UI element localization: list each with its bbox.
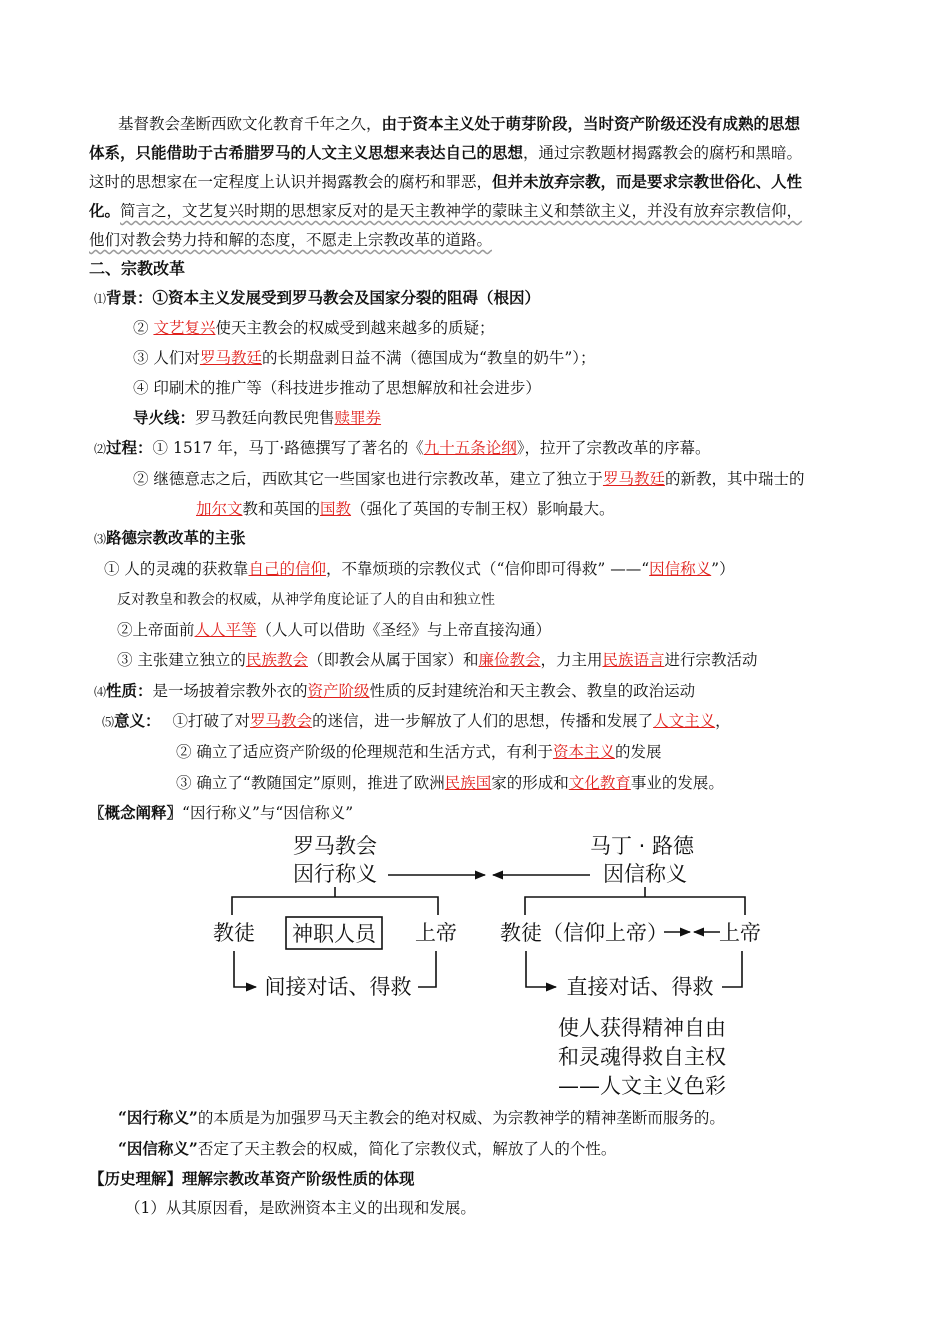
text: 性质的反封建统治和天主教会、教皇的政治运动 [369,682,696,700]
text: 的发展 [614,743,662,761]
text: （强化了英国的专制王权）影响最大。 [351,500,615,518]
item-number: ⑴ [94,292,107,306]
text: ，不靠烦琐的宗教仪式（“信仰即可得救” ——“ [325,560,650,578]
intro-line-1 [118,114,800,134]
conclusion-line-2: 和灵魂得救自主权 [558,1045,726,1069]
key-term: 资产阶级 [307,682,370,700]
text: 使天主教会的权威受到越来越多的质疑； [215,319,495,337]
history-line-1: （1）从其原因看，是欧洲资本主义的出现和发展。 [125,1199,476,1217]
term: “因行称义” [118,1108,198,1127]
item-number: ⑸ [102,715,115,729]
key-term: 国教 [320,500,352,518]
text: 的长期盘剥日益不满（德国成为“教皇的奶牛”）； [261,349,596,367]
concept-diagram [0,825,950,1125]
roman-church-title: 罗马教会 [293,834,377,858]
fuse-line [133,408,381,428]
history-title-line [89,1169,415,1189]
heading-text: 路德宗教改革的主张 [106,528,246,547]
text: ④ 印刷术的推广等（科技进步推动了思想解放和社会进步） [133,379,541,397]
key-term: 资本主义 [552,743,615,761]
term: “因信称义” [118,1139,198,1158]
history-label: 【历史理解】 [89,1169,183,1188]
label: 意义： [114,711,161,730]
item-number: ⑷ [94,685,107,699]
intro-text: 这时的思想家在一定程度上认识并揭露教会的腐朽和罪恶， [89,173,493,191]
right-direct-path-right [722,951,742,987]
text: 家的形成和 [491,774,569,792]
conclusion-line-1: 使人获得精神自由 [558,1016,726,1040]
key-term: 文化教育 [568,774,631,792]
text: 》，拉开了宗教改革的序幕。 [516,439,711,457]
label: 性质： [106,681,153,700]
key-term: 因信称义 [649,560,712,578]
right-god-node: 上帝 [719,921,761,945]
intro-bold-text: 但并未放弃宗教，而是要求宗教世俗化、人性 [492,172,803,191]
explanation-line-1 [118,1108,725,1128]
intro-bold-text: 化。 [89,201,121,220]
item-number: ⑶ [94,532,107,546]
background-line-1 [94,288,540,309]
key-term: 赎罪券 [334,409,382,427]
background-line-4 [133,378,541,398]
left-believer-node: 教徒 [213,921,255,945]
process-line-2 [133,469,804,489]
luther-title: 马丁 · 路德 [589,834,695,858]
text: 教和英国的 [242,500,321,518]
key-term: 文艺复兴 [153,319,216,337]
key-term: 人文主义 [653,712,716,730]
key-term: 人人平等 [194,621,257,639]
key-term: 罗马教廷 [602,470,665,488]
text: ② 确立了适应资产阶级的伦理规范和生活方式，有利于 [176,743,553,761]
background-item: ①资本主义发展受到罗马教会及国家分裂的阻碍（根因） [152,288,541,307]
text: 的迷信，进一步解放了人们的思想，传播和发展了 [312,712,654,730]
luther-line-2 [117,620,551,640]
intro-bold-text: 体系，只能借助于古希腊罗马的人文主义思想来表达自己的思想 [89,143,524,162]
intro-bold-text: 由于资本主义处于萌芽阶段，当时资产阶级还没有成熟的思想 [381,114,801,133]
key-term: 廉俭教会 [478,651,541,669]
text: 进行宗教活动 [664,651,758,669]
background-line-3 [133,348,596,368]
direct-dialogue: 直接对话、得救 [566,975,714,999]
text: ② 继德意志之后，西欧其它一些国家也进行宗教改革，建立了独立于 [133,470,603,488]
concept-label: 〖概念阐释〗 [89,803,183,822]
intro-wavy-text: 他们对教会势力持和解的态度，不愿走上宗教改革的道路。 [89,231,493,249]
fuse-label: 导火线： [133,408,196,427]
faith-justification: 因信称义 [603,862,687,886]
history-title: 理解宗教改革资产阶级性质的体现 [182,1169,415,1188]
text: ① 人的灵魂的获救靠 [104,560,249,578]
concept-title-line [89,803,353,823]
text: ②上帝面前 [117,621,195,639]
text: 否定了天主教会的权威，简化了宗教仪式，解放了人的个性。 [197,1140,617,1158]
intro-text: 基督教会垄断西欧文化教育千年之久， [118,115,382,133]
item-number: ⑵ [94,442,107,456]
key-term: 罗马教廷 [199,349,262,367]
nature-line [94,681,695,702]
key-term: 罗马教会 [250,712,313,730]
key-term: 自己的信仰 [248,560,326,578]
background-line-2 [133,318,494,338]
text: （即教会从属于国家）和 [307,651,479,669]
right-direct-path [526,951,556,987]
left-bracket [232,897,438,915]
text: 事业的发展。 [630,774,724,792]
luther-heading [94,528,246,549]
key-term: 民族语言 [602,651,665,669]
background-label: 背景： [106,288,153,307]
luther-note: 反对教皇和教会的权威，从神学角度论证了人的自由和独立性 [117,592,495,608]
intro-text: ，通过宗教题材揭露教会的腐朽和黑暗。 [523,144,803,162]
intro-line-4 [89,201,802,221]
text: 的本质是为加强罗马天主教会的绝对权威、为宗教神学的精神垄断而服务的。 [197,1109,725,1127]
process-label: 过程： [106,438,153,457]
luther-line-3 [117,650,758,670]
text: ① 1517 年，马丁·路德撰写了著名的《 [152,439,424,457]
works-justification: 因行称义 [293,862,377,886]
process-line-1 [94,438,711,459]
text: ，力主用 [540,651,603,669]
intro-line-3 [89,172,802,192]
key-term: 九十五条论纲 [423,439,517,457]
left-clergy-node: 神职人员 [292,922,376,946]
right-believer-node: 教徒（信仰上帝） [500,921,668,945]
intro-wavy-text: 简言之，文艺复兴时期的思想家反对的是天主教神学的蒙昧主义和禁欲主义，并没有放弃宗教信仰， [120,202,803,220]
text: ③ 主张建立独立的 [117,651,246,669]
meaning-line-1 [102,711,731,732]
meaning-line-3 [176,773,724,793]
text: 的新教，其中瑞士的 [664,470,805,488]
left-god-node: 上帝 [415,921,457,945]
text: ”） [711,560,735,578]
text: 罗马教廷向教民兜售 [195,409,335,427]
text: ③ 确立了“教随国定”原则，推进了欧洲 [176,774,445,792]
left-indirect-path-right [418,951,436,987]
meaning-line-2 [176,742,661,762]
section-heading: 二、宗教改革 [89,259,186,278]
key-term: 加尔文 [196,500,243,518]
text: 是一场披着宗教外衣的 [152,682,308,700]
left-indirect-path [234,951,256,987]
text: ② [133,319,154,337]
process-line-3 [196,499,615,519]
intro-line-2 [89,143,802,163]
text: ， [715,712,731,730]
indirect-dialogue: 间接对话、得救 [264,975,412,999]
intro-line-5 [89,230,492,250]
key-term: 民族国 [444,774,492,792]
text: ③ 人们对 [133,349,200,367]
concept-title: “因行称义”与“因信称义” [182,804,354,822]
right-bracket [525,897,745,915]
conclusion-line-3: ——人文主义色彩 [558,1074,726,1098]
text: （人人可以借助《圣经》与上帝直接沟通） [256,621,552,639]
luther-line-1 [104,559,735,579]
key-term: 民族教会 [245,651,308,669]
text: ①打破了对 [172,712,251,730]
explanation-line-2 [118,1139,616,1159]
